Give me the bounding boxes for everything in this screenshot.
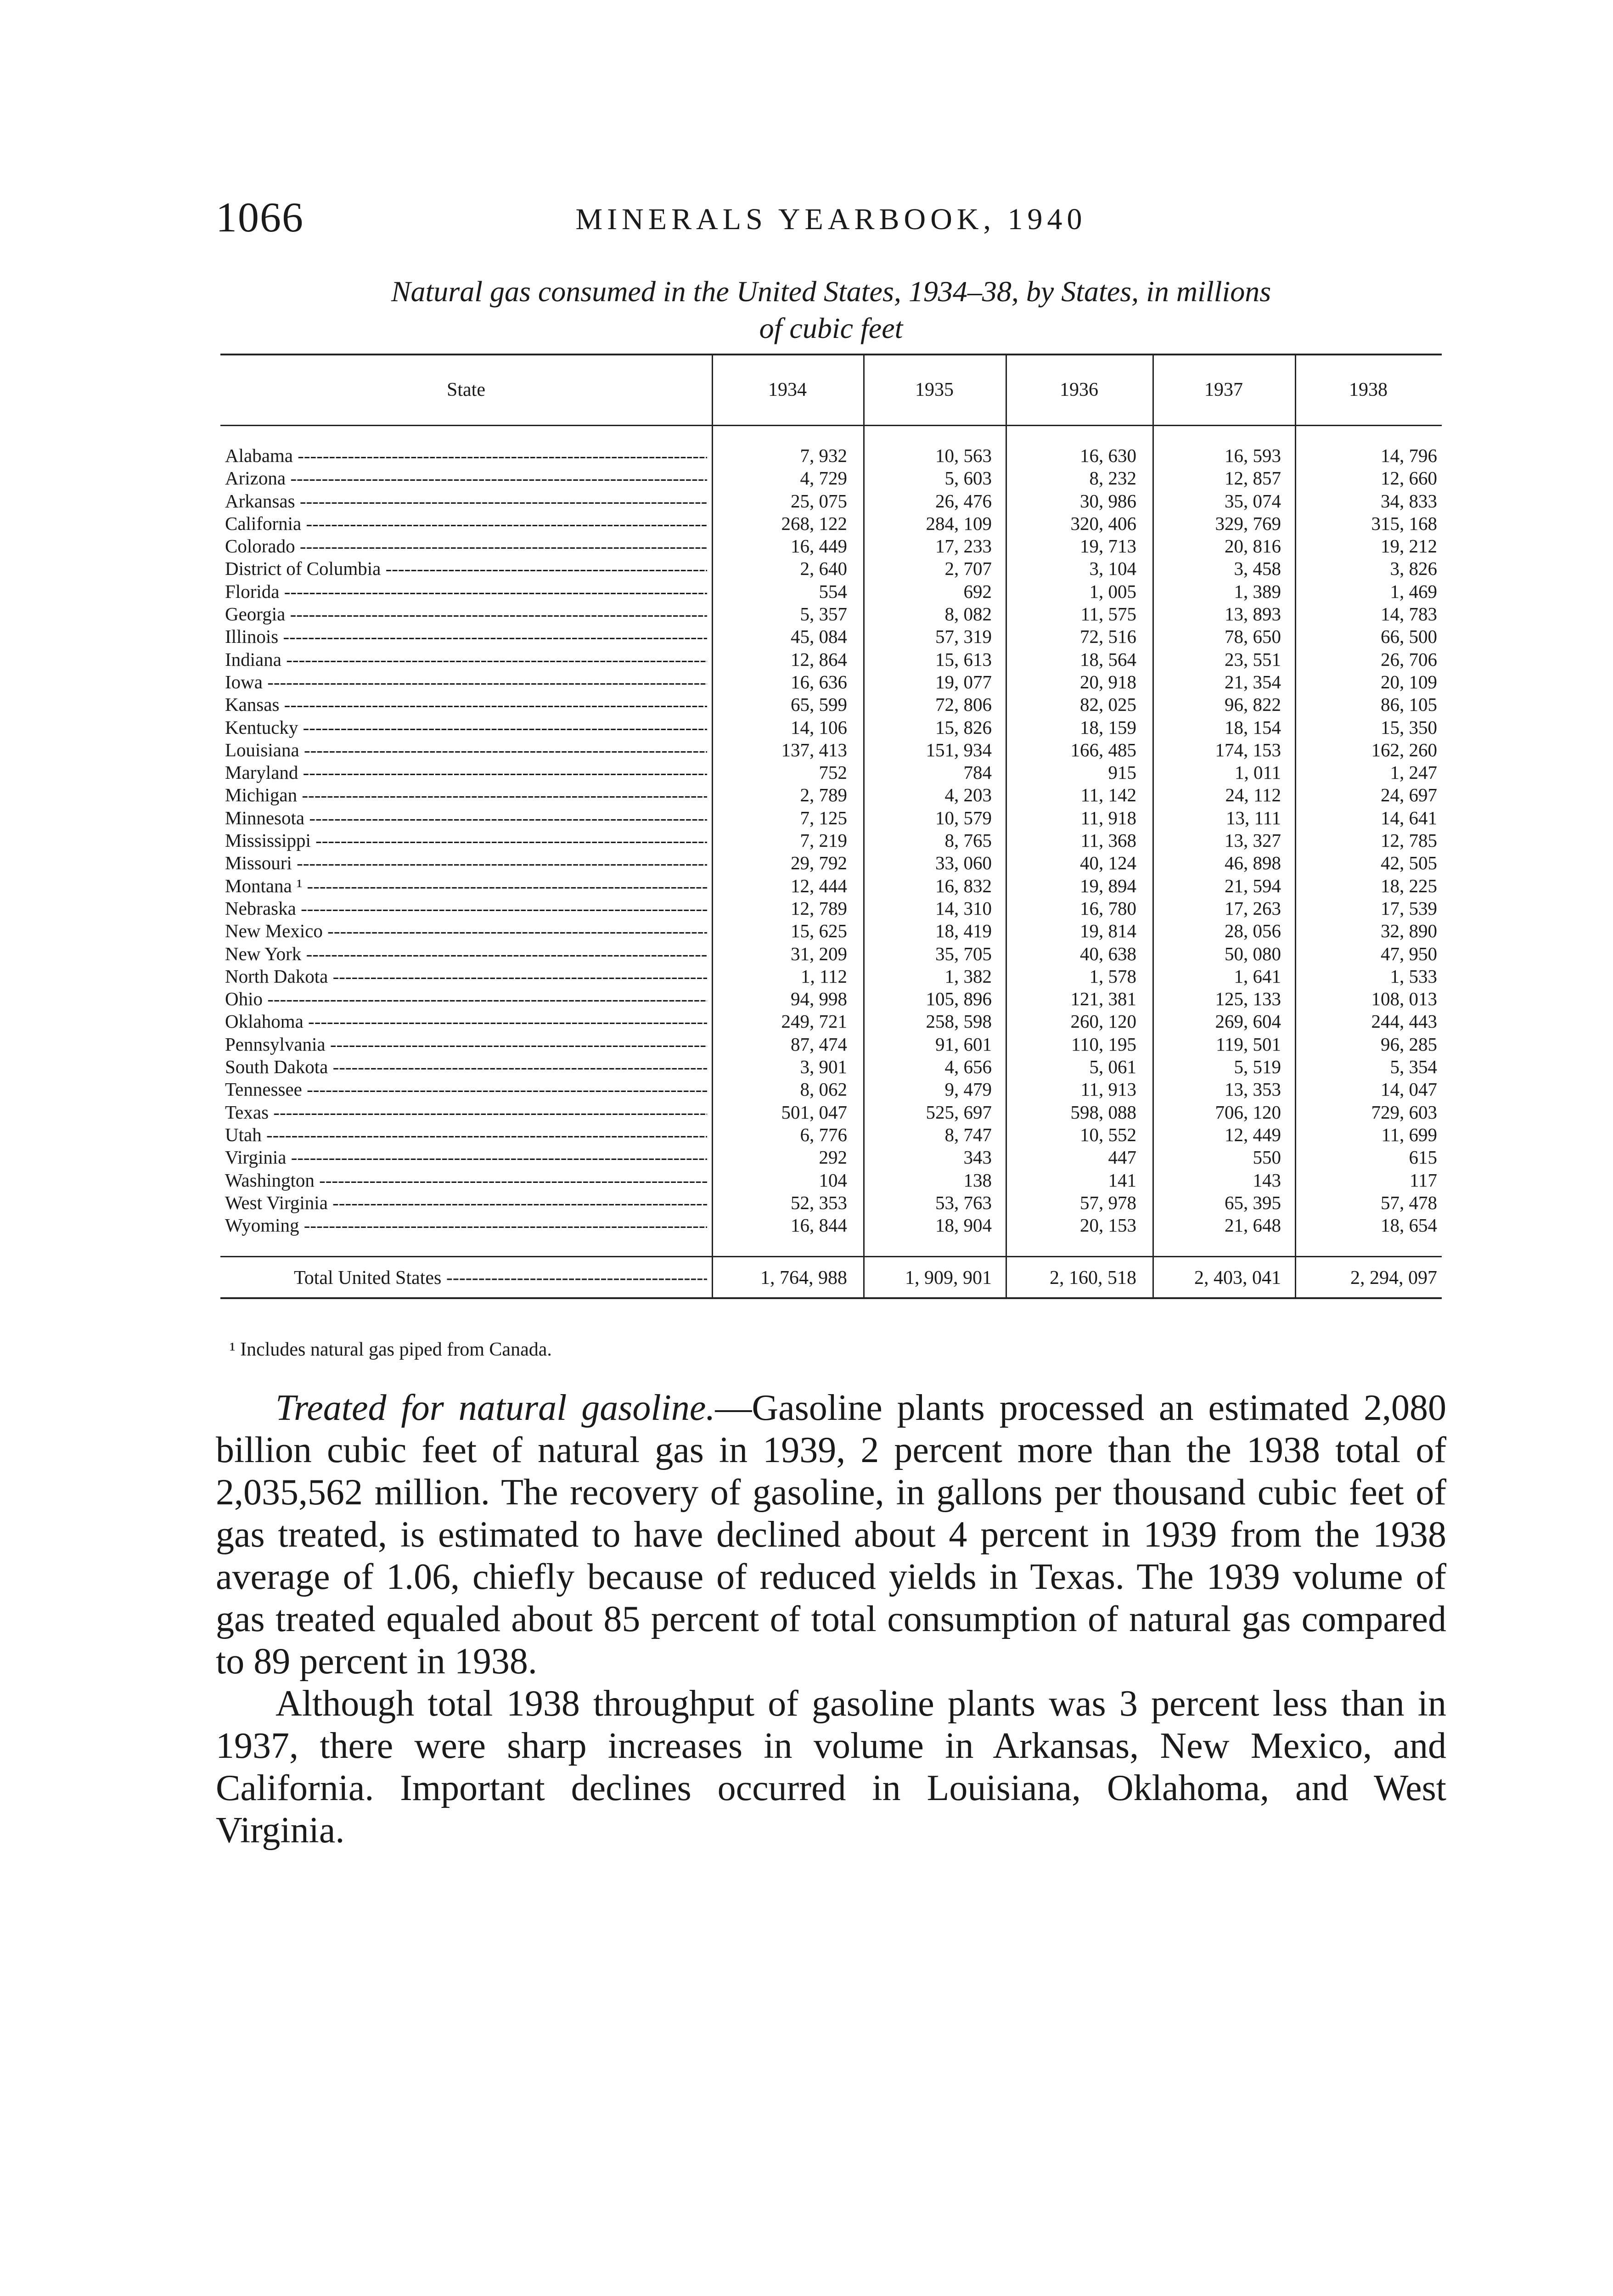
value-cell: 105, 896	[926, 988, 992, 1010]
table-header-rule	[220, 425, 1442, 426]
state-name: Kentucky -----	[225, 716, 707, 739]
table-row	[220, 490, 1442, 512]
table-row	[220, 1101, 1442, 1124]
value-cell: 8, 082	[944, 603, 992, 625]
column-header-1935: 1935	[915, 379, 954, 400]
table-row	[220, 761, 1442, 784]
value-cell: 24, 697	[1381, 784, 1437, 806]
value-cell: 16, 630	[1080, 445, 1136, 466]
column-header-1938: 1938	[1349, 379, 1388, 400]
value-cell: 1, 389	[1234, 580, 1281, 602]
table-row	[220, 580, 1442, 603]
state-name: South Dakota -----	[225, 1056, 707, 1078]
value-cell: 7, 125	[800, 807, 847, 828]
value-cell: 16, 844	[791, 1215, 847, 1236]
table-caption	[216, 273, 1446, 347]
value-cell: 28, 056	[1225, 920, 1281, 942]
value-cell: 14, 106	[791, 716, 847, 738]
state-name: Washington -----	[225, 1169, 707, 1192]
column-header-1934: 1934	[768, 379, 807, 400]
value-cell: 117	[1410, 1169, 1437, 1191]
value-cell: 141	[1108, 1169, 1136, 1191]
value-cell: 260, 120	[1070, 1011, 1136, 1032]
value-cell: 23, 551	[1225, 648, 1281, 670]
value-cell: 11, 913	[1080, 1079, 1136, 1100]
column-header-state: State	[447, 379, 485, 400]
value-cell: 57, 319	[935, 626, 992, 647]
value-cell: 8, 232	[1089, 467, 1136, 489]
value-cell: 72, 516	[1080, 626, 1136, 647]
paragraph-treated-for-natural-gasoline	[216, 1387, 1446, 1683]
value-cell: 65, 395	[1225, 1192, 1281, 1213]
total-1935: 1, 909, 901	[905, 1267, 992, 1289]
value-cell: 752	[819, 762, 847, 783]
state-name: Ohio -----	[225, 988, 707, 1010]
value-cell: 1, 382	[944, 965, 992, 987]
value-cell: 11, 142	[1080, 784, 1136, 806]
value-cell: 447	[1108, 1147, 1136, 1168]
state-name: Colorado -----	[225, 535, 707, 557]
state-name: Minnesota -----	[225, 807, 707, 829]
value-cell: 119, 501	[1216, 1033, 1281, 1055]
table-row	[220, 648, 1442, 671]
value-cell: 18, 159	[1080, 716, 1136, 738]
value-cell: 78, 650	[1225, 626, 1281, 647]
value-cell: 24, 112	[1225, 784, 1281, 806]
table-row	[220, 1192, 1442, 1214]
table-bottom-rule	[220, 1297, 1442, 1299]
column-header-1936: 1936	[1060, 379, 1098, 400]
state-name: Alabama -----	[225, 445, 707, 467]
value-cell: 137, 413	[781, 739, 847, 760]
value-cell: 50, 080	[1225, 943, 1281, 964]
table-row	[220, 535, 1442, 557]
value-cell: 166, 485	[1070, 739, 1136, 760]
value-cell: 14, 047	[1381, 1079, 1437, 1100]
state-name: Florida -----	[225, 580, 707, 603]
value-cell: 268, 122	[781, 512, 847, 534]
table-row	[220, 671, 1442, 693]
value-cell: 8, 765	[944, 830, 992, 851]
value-cell: 15, 625	[791, 920, 847, 942]
state-name: Texas -----	[225, 1101, 707, 1124]
value-cell: 110, 195	[1071, 1033, 1136, 1055]
value-cell: 554	[819, 580, 847, 602]
total-row	[220, 1264, 1442, 1292]
value-cell: 1, 641	[1234, 965, 1281, 987]
value-cell: 1, 469	[1390, 580, 1437, 602]
value-cell: 17, 263	[1225, 897, 1281, 919]
value-cell: 46, 898	[1225, 852, 1281, 874]
value-cell: 12, 789	[791, 897, 847, 919]
value-cell: 525, 697	[926, 1101, 992, 1123]
value-cell: 1, 112	[801, 965, 847, 987]
state-name: Arkansas -----	[225, 490, 707, 512]
value-cell: 57, 478	[1381, 1192, 1437, 1213]
value-cell: 3, 826	[1390, 558, 1437, 580]
value-cell: 7, 932	[800, 445, 847, 466]
value-cell: 125, 133	[1215, 988, 1281, 1010]
value-cell: 108, 013	[1371, 988, 1437, 1010]
value-cell: 32, 890	[1381, 920, 1437, 942]
value-cell: 18, 904	[935, 1215, 992, 1236]
value-cell: 15, 613	[935, 648, 992, 670]
value-cell: 14, 796	[1381, 445, 1437, 466]
table-row	[220, 1033, 1442, 1056]
value-cell: 138	[963, 1169, 992, 1191]
state-name: Wyoming -----	[225, 1214, 707, 1237]
value-cell: 12, 857	[1225, 467, 1281, 489]
value-cell: 5, 357	[800, 603, 847, 625]
value-cell: 35, 074	[1225, 490, 1281, 512]
value-cell: 9, 479	[944, 1079, 992, 1100]
table-row	[220, 852, 1442, 874]
value-cell: 82, 025	[1080, 694, 1136, 715]
value-cell: 19, 814	[1080, 920, 1136, 942]
paragraph-text: —Gasoline plants processed an estimated 2,080 billion cubic feet of natural gas in 1939, 2 percent more than the 1938 total of 2,035,562 million. The recovery of gasoline, in gallons per thousand cubic feet of gas treated, is estimated to have declined about 4 percent in 1939 from the 1938 average of 1.06, chiefly because of reduced yields in Texas. The 1939 volume of gas treated equaled about 85 percent of total consumption of natural gas compared to 89 percent in 1938.	[216, 1388, 1446, 1682]
value-cell: 16, 593	[1225, 445, 1281, 466]
value-cell: 20, 918	[1080, 671, 1136, 692]
value-cell: 15, 350	[1381, 716, 1437, 738]
value-cell: 11, 699	[1381, 1124, 1437, 1145]
column-header-1937: 1937	[1204, 379, 1243, 400]
value-cell: 65, 599	[791, 694, 847, 715]
value-cell: 5, 061	[1089, 1056, 1136, 1078]
value-cell: 4, 656	[944, 1056, 992, 1078]
value-cell: 501, 047	[781, 1101, 847, 1123]
value-cell: 284, 109	[926, 512, 992, 534]
table-body	[220, 445, 1442, 1237]
value-cell: 21, 648	[1225, 1215, 1281, 1236]
value-cell: 72, 806	[935, 694, 992, 715]
state-name: Missouri -----	[225, 852, 707, 874]
value-cell: 14, 783	[1381, 603, 1437, 625]
value-cell: 258, 598	[926, 1011, 992, 1032]
state-name: Iowa -----	[225, 671, 707, 693]
state-name: California -----	[225, 512, 707, 535]
gas-consumption-table	[220, 354, 1442, 1327]
value-cell: 13, 353	[1225, 1079, 1281, 1100]
state-name: New Mexico -----	[225, 920, 707, 942]
value-cell: 244, 443	[1371, 1011, 1437, 1032]
table-row	[220, 807, 1442, 829]
caption-line-2: of cubic feet	[759, 312, 903, 344]
table-row	[220, 897, 1442, 920]
total-1934: 1, 764, 988	[760, 1267, 847, 1289]
total-1936: 2, 160, 518	[1050, 1267, 1136, 1289]
table-row	[220, 875, 1442, 897]
value-cell: 21, 594	[1225, 875, 1281, 896]
value-cell: 343	[963, 1147, 992, 1168]
state-name: Indiana -----	[225, 648, 707, 671]
value-cell: 26, 706	[1381, 648, 1437, 670]
value-cell: 30, 986	[1080, 490, 1136, 512]
value-cell: 18, 225	[1381, 875, 1437, 896]
value-cell: 17, 539	[1381, 897, 1437, 919]
state-name: Illinois -----	[225, 625, 707, 648]
table-row	[220, 467, 1442, 490]
value-cell: 4, 203	[944, 784, 992, 806]
table-row	[220, 1169, 1442, 1192]
value-cell: 86, 105	[1381, 694, 1437, 715]
value-cell: 598, 088	[1070, 1101, 1136, 1123]
value-cell: 13, 111	[1226, 807, 1281, 828]
value-cell: 13, 327	[1225, 830, 1281, 851]
value-cell: 33, 060	[935, 852, 992, 874]
value-cell: 16, 832	[935, 875, 992, 896]
table-footnote: ¹ Includes natural gas piped from Canada.	[230, 1339, 552, 1360]
table-row	[220, 965, 1442, 988]
value-cell: 3, 458	[1234, 558, 1281, 580]
value-cell: 729, 603	[1371, 1101, 1437, 1123]
total-label: Total United States -----	[294, 1264, 707, 1292]
table-row	[220, 693, 1442, 716]
value-cell: 20, 816	[1225, 535, 1281, 557]
value-cell: 615	[1409, 1147, 1437, 1168]
table-row	[220, 445, 1442, 467]
value-cell: 1, 578	[1089, 965, 1136, 987]
value-cell: 17, 233	[935, 535, 992, 557]
value-cell: 7, 219	[800, 830, 847, 851]
value-cell: 40, 638	[1080, 943, 1136, 964]
value-cell: 18, 564	[1080, 648, 1136, 670]
value-cell: 329, 769	[1215, 512, 1281, 534]
paragraph-lead: Treated for natural gasoline.	[275, 1388, 715, 1428]
value-cell: 550	[1253, 1147, 1281, 1168]
value-cell: 16, 449	[791, 535, 847, 557]
value-cell: 121, 381	[1070, 988, 1136, 1010]
body-text	[216, 1387, 1446, 1851]
state-name: Louisiana -----	[225, 739, 707, 761]
value-cell: 104	[819, 1169, 847, 1191]
value-cell: 96, 285	[1381, 1033, 1437, 1055]
value-cell: 29, 792	[791, 852, 847, 874]
value-cell: 143	[1253, 1169, 1281, 1191]
paragraph-throughput: Although total 1938 throughput of gasoline plants was 3 percent less than in 1937, there were sharp increases in volume in Arkansas, New Mexico, and California. Important declines occurred in Louisiana, Oklahoma, and West Virginia.	[216, 1683, 1446, 1851]
value-cell: 2, 640	[800, 558, 847, 580]
state-name: Oklahoma -----	[225, 1010, 707, 1033]
state-name: West Virginia -----	[225, 1192, 707, 1214]
value-cell: 784	[963, 762, 992, 783]
value-cell: 40, 124	[1080, 852, 1136, 874]
value-cell: 15, 826	[935, 716, 992, 738]
table-row	[220, 1124, 1442, 1146]
value-cell: 2, 707	[944, 558, 992, 580]
value-cell: 151, 934	[926, 739, 992, 760]
table-row	[220, 1146, 1442, 1169]
state-name: District of Columbia -----	[225, 557, 707, 580]
value-cell: 915	[1108, 762, 1136, 783]
value-cell: 292	[819, 1147, 847, 1168]
table-row	[220, 784, 1442, 806]
table-row	[220, 512, 1442, 535]
table-top-rule	[220, 354, 1442, 355]
table-row	[220, 988, 1442, 1010]
table-row	[220, 829, 1442, 852]
value-cell: 706, 120	[1215, 1101, 1281, 1123]
table-total-rule	[220, 1256, 1442, 1257]
table-row	[220, 1078, 1442, 1101]
value-cell: 12, 864	[791, 648, 847, 670]
value-cell: 18, 419	[935, 920, 992, 942]
value-cell: 20, 109	[1381, 671, 1437, 692]
state-name: Georgia -----	[225, 603, 707, 625]
value-cell: 19, 212	[1381, 535, 1437, 557]
value-cell: 26, 476	[935, 490, 992, 512]
value-cell: 3, 104	[1089, 558, 1136, 580]
value-cell: 19, 077	[935, 671, 992, 692]
table-row	[220, 557, 1442, 580]
value-cell: 12, 444	[791, 875, 847, 896]
value-cell: 5, 354	[1390, 1056, 1437, 1078]
value-cell: 12, 449	[1225, 1124, 1281, 1145]
running-title: MINERALS YEARBOOK, 1940	[575, 203, 1087, 236]
value-cell: 3, 901	[800, 1056, 847, 1078]
value-cell: 11, 918	[1080, 807, 1136, 828]
value-cell: 87, 474	[791, 1033, 847, 1055]
value-cell: 16, 780	[1080, 897, 1136, 919]
state-name: Arizona -----	[225, 467, 707, 490]
value-cell: 10, 579	[935, 807, 992, 828]
value-cell: 19, 894	[1080, 875, 1136, 896]
value-cell: 12, 660	[1381, 467, 1437, 489]
value-cell: 66, 500	[1381, 626, 1437, 647]
state-name: Pennsylvania -----	[225, 1033, 707, 1056]
total-1937: 2, 403, 041	[1194, 1267, 1281, 1289]
value-cell: 35, 705	[935, 943, 992, 964]
value-cell: 10, 563	[935, 445, 992, 466]
state-name: Virginia -----	[225, 1146, 707, 1169]
value-cell: 174, 153	[1215, 739, 1281, 760]
value-cell: 52, 353	[791, 1192, 847, 1213]
table-row	[220, 1056, 1442, 1078]
value-cell: 20, 153	[1080, 1215, 1136, 1236]
value-cell: 1, 247	[1390, 762, 1437, 783]
state-name: Maryland -----	[225, 761, 707, 784]
value-cell: 53, 763	[935, 1192, 992, 1213]
table-row	[220, 739, 1442, 761]
value-cell: 320, 406	[1070, 512, 1136, 534]
value-cell: 16, 636	[791, 671, 847, 692]
value-cell: 5, 603	[944, 467, 992, 489]
value-cell: 2, 789	[800, 784, 847, 806]
value-cell: 249, 721	[781, 1011, 847, 1032]
value-cell: 31, 209	[791, 943, 847, 964]
value-cell: 4, 729	[800, 467, 847, 489]
table-row	[220, 716, 1442, 739]
value-cell: 1, 005	[1089, 580, 1136, 602]
value-cell: 94, 998	[791, 988, 847, 1010]
state-name: Utah -----	[225, 1124, 707, 1146]
page-number: 1066	[216, 194, 304, 241]
table-row	[220, 1010, 1442, 1033]
value-cell: 14, 310	[935, 897, 992, 919]
state-name: Michigan -----	[225, 784, 707, 806]
value-cell: 11, 575	[1080, 603, 1136, 625]
table-row	[220, 920, 1442, 942]
value-cell: 11, 368	[1080, 830, 1136, 851]
state-name: Tennessee -----	[225, 1078, 707, 1101]
state-name: Montana ¹ -----	[225, 875, 707, 897]
value-cell: 14, 641	[1381, 807, 1437, 828]
value-cell: 1, 533	[1390, 965, 1437, 987]
value-cell: 34, 833	[1381, 490, 1437, 512]
table-row	[220, 603, 1442, 625]
state-name: North Dakota -----	[225, 965, 707, 988]
value-cell: 57, 978	[1080, 1192, 1136, 1213]
value-cell: 12, 785	[1381, 830, 1437, 851]
value-cell: 5, 519	[1234, 1056, 1281, 1078]
caption-line-1: Natural gas consumed in the United States, 1934–38, by States, in millions	[391, 275, 1271, 308]
value-cell: 47, 950	[1381, 943, 1437, 964]
value-cell: 315, 168	[1371, 512, 1437, 534]
value-cell: 96, 822	[1225, 694, 1281, 715]
value-cell: 10, 552	[1080, 1124, 1136, 1145]
value-cell: 162, 260	[1371, 739, 1437, 760]
value-cell: 42, 505	[1381, 852, 1437, 874]
value-cell: 692	[963, 580, 992, 602]
value-cell: 18, 154	[1225, 716, 1281, 738]
table-row	[220, 943, 1442, 965]
value-cell: 13, 893	[1225, 603, 1281, 625]
state-name: Nebraska -----	[225, 897, 707, 920]
value-cell: 18, 654	[1381, 1215, 1437, 1236]
table-row	[220, 625, 1442, 648]
value-cell: 19, 713	[1080, 535, 1136, 557]
state-name: Mississippi -----	[225, 829, 707, 852]
state-name: Kansas -----	[225, 693, 707, 716]
value-cell: 21, 354	[1225, 671, 1281, 692]
value-cell: 6, 776	[800, 1124, 847, 1145]
total-1938: 2, 294, 097	[1350, 1267, 1437, 1289]
value-cell: 45, 084	[791, 626, 847, 647]
value-cell: 8, 747	[944, 1124, 992, 1145]
page-header	[216, 193, 1446, 248]
value-cell: 8, 062	[800, 1079, 847, 1100]
value-cell: 1, 011	[1235, 762, 1281, 783]
value-cell: 269, 604	[1215, 1011, 1281, 1032]
table-row	[220, 1214, 1442, 1237]
value-cell: 25, 075	[791, 490, 847, 512]
state-name: New York -----	[225, 943, 707, 965]
value-cell: 91, 601	[935, 1033, 992, 1055]
